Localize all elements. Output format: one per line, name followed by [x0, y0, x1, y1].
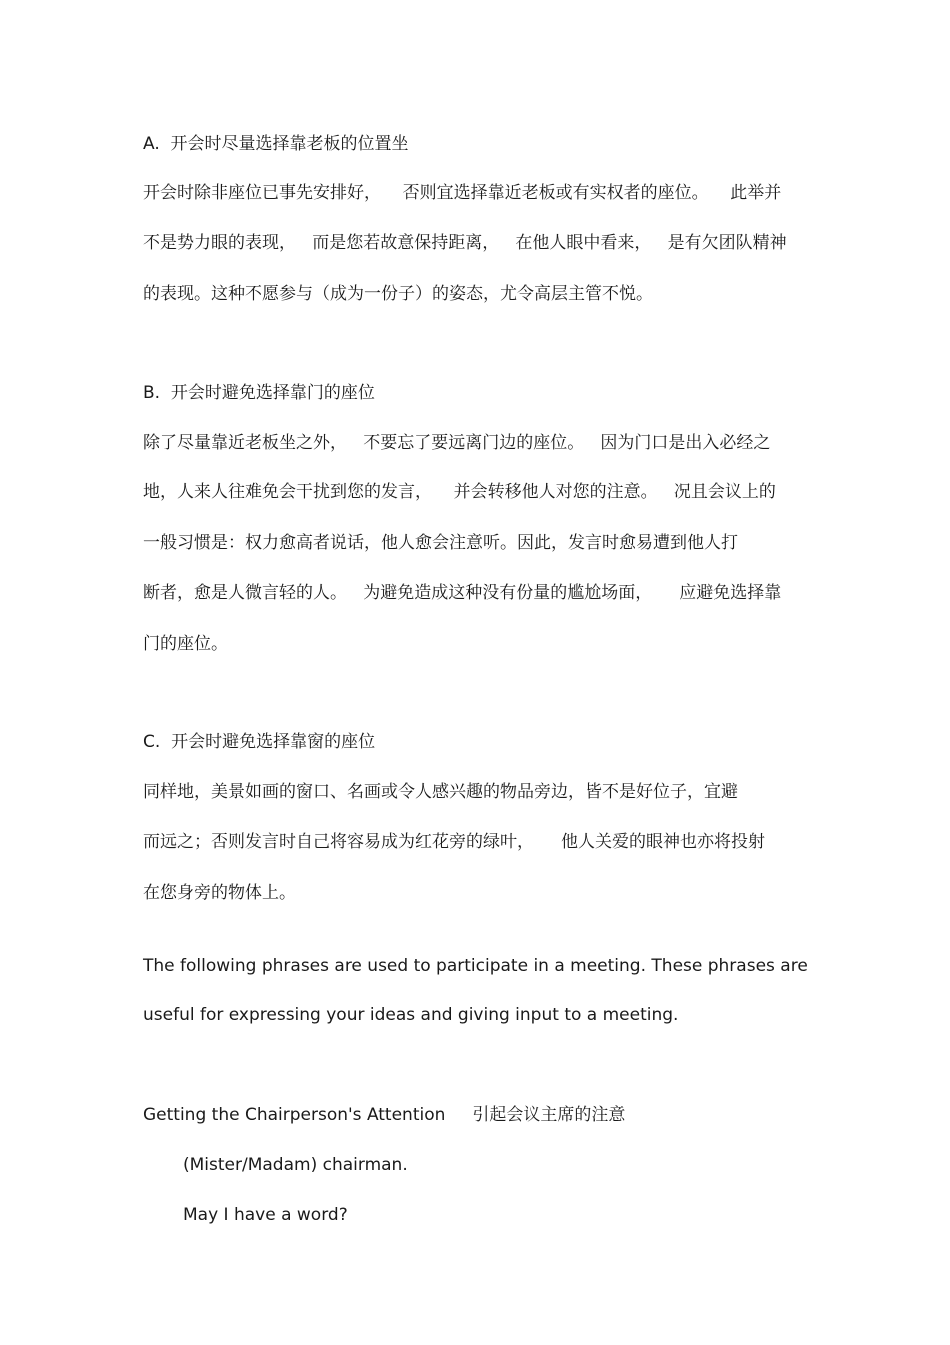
- section-a-line-2: 不是势力眼的表现， 而是您若故意保持距离， 在他人眼中看来， 是有欠团队精神: [143, 233, 787, 253]
- section-a-line-1: 开会时除非座位已事先安排好， 否则宜选择靠近老板或有实权者的座位。 此举并: [143, 183, 782, 203]
- english-intro-line-1: The following phrases are used to participate in a meeting. These phrases are: [143, 956, 808, 976]
- section-a-line-3: 的表现。这种不愿参与（成为一份子）的姿态，尤令高层主管不悦。: [143, 284, 653, 304]
- section-b-line-5: 门的座位。: [143, 634, 228, 654]
- phrase-2: May I have a word?: [183, 1205, 348, 1225]
- section-b-line-1: 除了尽量靠近老板坐之外， 不要忘了要远离门边的座位。 因为门口是出入必经之: [143, 433, 771, 453]
- section-a-heading: A. 开会时尽量选择靠老板的位置坐: [143, 134, 409, 154]
- section-c-line-3: 在您身旁的物体上。: [143, 883, 296, 903]
- phrase-1: (Mister/Madam) chairman.: [183, 1155, 408, 1175]
- subsection-title: Getting the Chairperson's Attention 引起会议主席的注意: [143, 1105, 626, 1125]
- section-c-heading: C. 开会时避免选择靠窗的座位: [143, 732, 376, 752]
- section-b-line-3: 一般习惯是：权力愈高者说话，他人愈会注意听。因此，发言时愈易遭到他人打: [143, 533, 738, 553]
- section-b-heading: B. 开会时避免选择靠门的座位: [143, 383, 375, 403]
- section-b-line-2: 地，人来人往难免会干扰到您的发言， 并会转移他人对您的注意。 况且会议上的: [143, 482, 776, 502]
- section-b-line-4: 断者，愈是人微言轻的人。 为避免造成这种没有份量的尴尬场面， 应避免选择靠: [143, 583, 782, 603]
- section-c-line-1: 同样地，美景如画的窗口、名画或令人感兴趣的物品旁边，皆不是好位子，宜避: [143, 782, 738, 802]
- section-c-line-2: 而远之；否则发言时自己将容易成为红花旁的绿叶， 他人关爱的眼神也亦将投射: [143, 832, 766, 852]
- english-intro-line-2: useful for expressing your ideas and giving input to a meeting.: [143, 1005, 679, 1025]
